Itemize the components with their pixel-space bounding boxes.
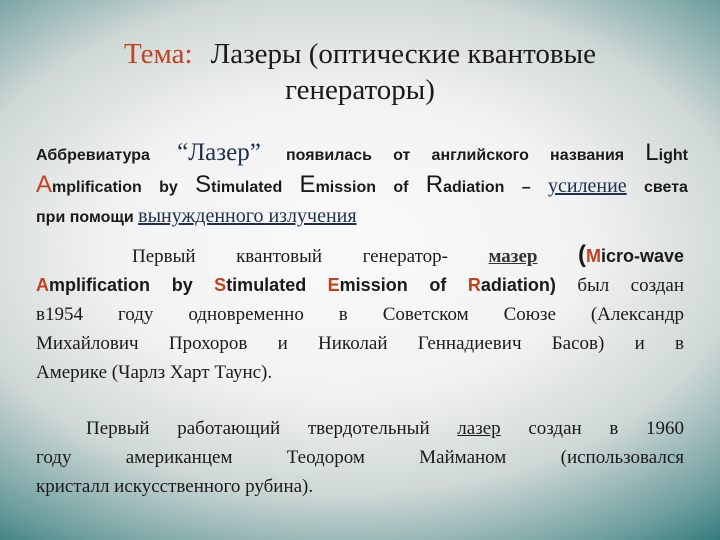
laser-line-3: кристалл искусственного рубина).: [36, 476, 314, 497]
maser-term: мазер: [488, 246, 538, 267]
title-text-1: Лазеры (оптические квантовые: [210, 38, 596, 70]
stimulated-emission-phrase: вынужденного излучения: [138, 205, 357, 227]
abbr-line-2: Amplification by Stimulated Emission of Radiation – усиление света: [36, 171, 688, 198]
abbreviation-paragraph: [36, 138, 688, 232]
laser-line-1: Первый работающий твердотельный лазер создан в 1960: [86, 418, 684, 439]
maser-line-1: Первый квантовый генератор- мазер (Micro-wave: [132, 241, 685, 268]
title-line-1: [0, 36, 720, 72]
maser-line-3: в1954 году одновременно в Советском Союзе (Александр: [36, 304, 684, 325]
maser-line-4: Михайлович Прохоров и Николай Геннадиевич Басов) и в: [36, 333, 684, 354]
laser-word: лазер: [457, 418, 501, 439]
laser-term: “Лазер”: [177, 139, 261, 166]
slide-title: [0, 36, 720, 108]
title-line-2: генераторы): [285, 74, 435, 106]
laser-line-2: году американцем Теодором Майманом (использовался: [36, 447, 684, 468]
maser-paragraph: [36, 240, 684, 387]
abbr-line-1: Аббревиатура “Лазер” появилась от английского названия Light: [36, 139, 688, 166]
maser-line-2: Amplification by Stimulated Emission of Radiation) был создан: [36, 275, 685, 296]
laser-paragraph: [36, 414, 684, 501]
amplification-word: усиление: [547, 175, 627, 197]
maser-line-5: Америке (Чарлз Харт Таунс).: [36, 362, 273, 383]
title-label: Тема:: [124, 38, 193, 70]
abbr-line-3: при помощи вынужденного излучения: [36, 205, 357, 227]
